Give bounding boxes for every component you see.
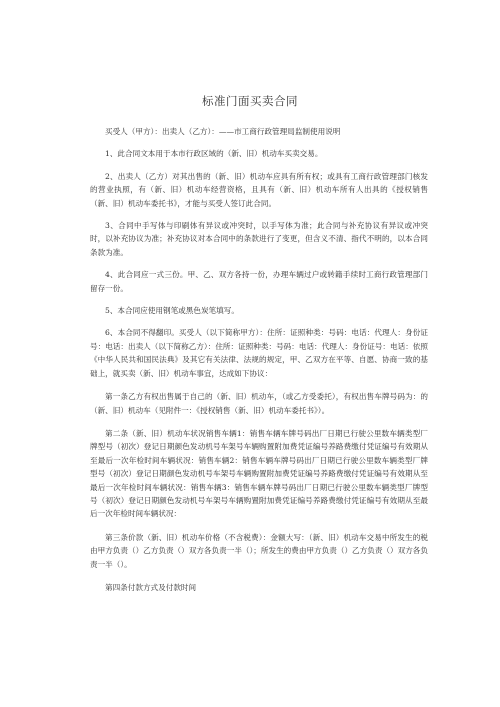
paragraph-note-4: 4、此合同应一式三份。甲、乙、双方各持一份，办理车辆过户或转籍手续时工商行政管理部门留存一份。 [90,270,428,293]
paragraph-article-3: 第三条价款（新、旧）机动车价格（不含税费）：金额大写：（新、旧）机动车交易中所发生的税由甲方负责（）乙方负责（）双方各负责一半（）；所发生的费由甲方负责（）乙方负责（）双方各负责一半（）。 [90,532,428,569]
document-title: 标准门面买卖合同 [202,94,298,108]
paragraph-article-2: 第二条（新、旧）机动车状况销售车辆1：销售车辆车牌号码出厂日期已行驶公里数车辆类型厂牌型号（初次）登记日期颜色发动机号车架号车辆购置附加费凭证编号养路费缴付凭证编号有效期从至最后一次年检时间车辆状况：销售车辆2：销售车辆车牌号码出厂日期已行驶公里数车辆类型厂牌型号（初次）登记日期颜色发动机号车架号车辆购置附加费凭证编号养路费缴付凭证编号有效期从至最后一次年检时间车辆状况：销售车辆3：销售车辆车牌号码出厂日期已行驶公里数车辆类型厂牌型号（初次）登记日期颜色发动机号车架号车辆购置附加费凭证编号养路费缴付凭证编号有效期从至最后一次年检时间车辆状况： [90,428,428,519]
paragraph-note-2: 2、出卖人（乙方）对其出售的（新、旧）机动车应具有所有权；或具有工商行政管理部门核发的营业执照，有（新、旧）机动车经营资格，且具有（新、旧）机动车所有人出具的《授权销售（新、旧）机动车委托书》，才能与买受人签订此合同。 [90,171,428,208]
paragraph-parties: 买受人（甲方）：出卖人（乙方）：——市工商行政管理局监制使用说明 [105,127,341,136]
paragraph-note-1: 1、此合同文本用于本市行政区域的（新、旧）机动车买卖交易。 [105,149,323,159]
document-body [90,125,428,594]
paragraph-note-3: 3、合同中手写体与印刷体有异议或冲突时，以手写体为准；此合同与补充协议有异议或冲突时，以补充协议为准；补充协议对本合同中的条款进行了变更，但含义不清、指代不明的，以本合同条款为准。 [90,221,428,257]
paragraph-note-6: 6、本合同不得翻印。买受人（以下简称甲方）：住所：证照种类：号码：电话：代理人：身份证号：电话：出卖人（以下简称乙方）：住所：证照种类：号码：电话：代理人：身份证号：电话：依照《中华人民共和国民法典》及其它有关法律、法规的规定，甲、乙双方在平等、自愿、协商一致的基础上，就买卖（新、旧）机动车事宜，达成如下协议： [90,328,428,378]
paragraph-article-1: 第一条乙方有权出售属于自己的（新、旧）机动车，（或乙方受委托），有权出售车牌号码为：的（新、旧）机动车（见附件一：《授权销售（新、旧）机动车委托书》）。 [90,392,428,415]
paragraph-article-4: 第四条付款方式及付款时间 [105,582,197,592]
paragraph-note-5: 5、本合同应使用钢笔或黑色炭笔填写。 [105,306,239,316]
